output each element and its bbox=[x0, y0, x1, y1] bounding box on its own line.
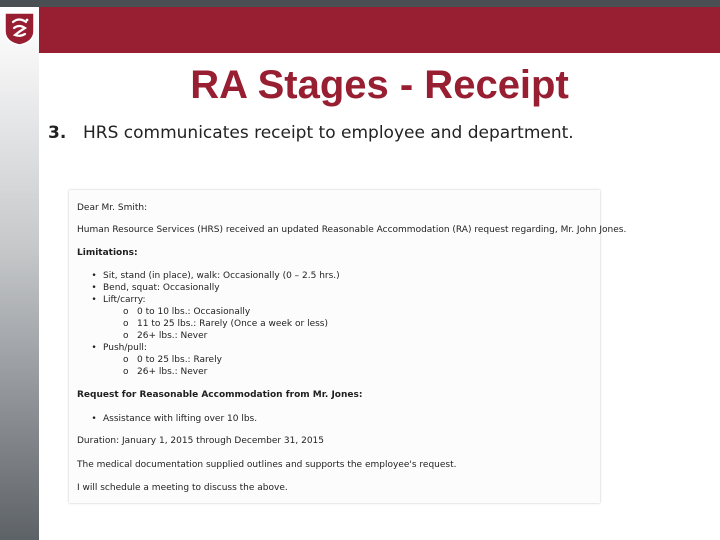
wsu-logo-icon bbox=[3, 11, 36, 46]
documentation-text: The medical documentation supplied outlines and supports the employee's request. bbox=[77, 460, 457, 470]
limitation-item: • Sit, stand (in place), walk: Occasionally (0 – 2.5 hrs.) bbox=[91, 271, 340, 281]
sub-limitation-item: o 11 to 25 lbs.: Rarely (Once a week or less) bbox=[123, 319, 328, 329]
sub-limitation-item: o 0 to 25 lbs.: Rarely bbox=[123, 355, 222, 365]
request-item: • Assistance with lifting over 10 lbs. bbox=[91, 414, 258, 424]
step-number: 3. bbox=[48, 123, 67, 143]
sub-limitation-item: o 0 to 10 lbs.: Occasionally bbox=[123, 307, 251, 317]
top-strip bbox=[0, 0, 720, 7]
sub-limitation-item: o 26+ lbs.: Never bbox=[123, 367, 208, 377]
limitation-item: • Lift/carry: bbox=[91, 295, 146, 305]
step-text: HRS communicates receipt to employee and department. bbox=[83, 123, 574, 143]
letter-screenshot bbox=[69, 190, 627, 503]
letter-salutation: Dear Mr. Smith: bbox=[77, 203, 148, 213]
closing-text: I will schedule a meeting to discuss the above. bbox=[77, 483, 288, 493]
letter-intro: Human Resource Services (HRS) received an updated Reasonable Accommodation (RA) request regarding, Mr. John Jones. bbox=[77, 225, 627, 235]
step-item bbox=[48, 122, 574, 144]
duration-text: Duration: January 1, 2015 through December 31, 2015 bbox=[77, 436, 325, 446]
header-banner bbox=[39, 7, 720, 53]
request-heading: Request for Reasonable Accommodation from Mr. Jones: bbox=[77, 390, 363, 400]
limitations-heading: Limitations: bbox=[77, 248, 138, 258]
slide-title: RA Stages - Receipt bbox=[190, 63, 569, 107]
left-sidebar bbox=[0, 7, 39, 540]
limitation-item: • Bend, squat: Occasionally bbox=[91, 283, 220, 293]
sub-limitation-item: o 26+ lbs.: Never bbox=[123, 331, 208, 341]
limitation-item: • Push/pull: bbox=[91, 343, 147, 353]
